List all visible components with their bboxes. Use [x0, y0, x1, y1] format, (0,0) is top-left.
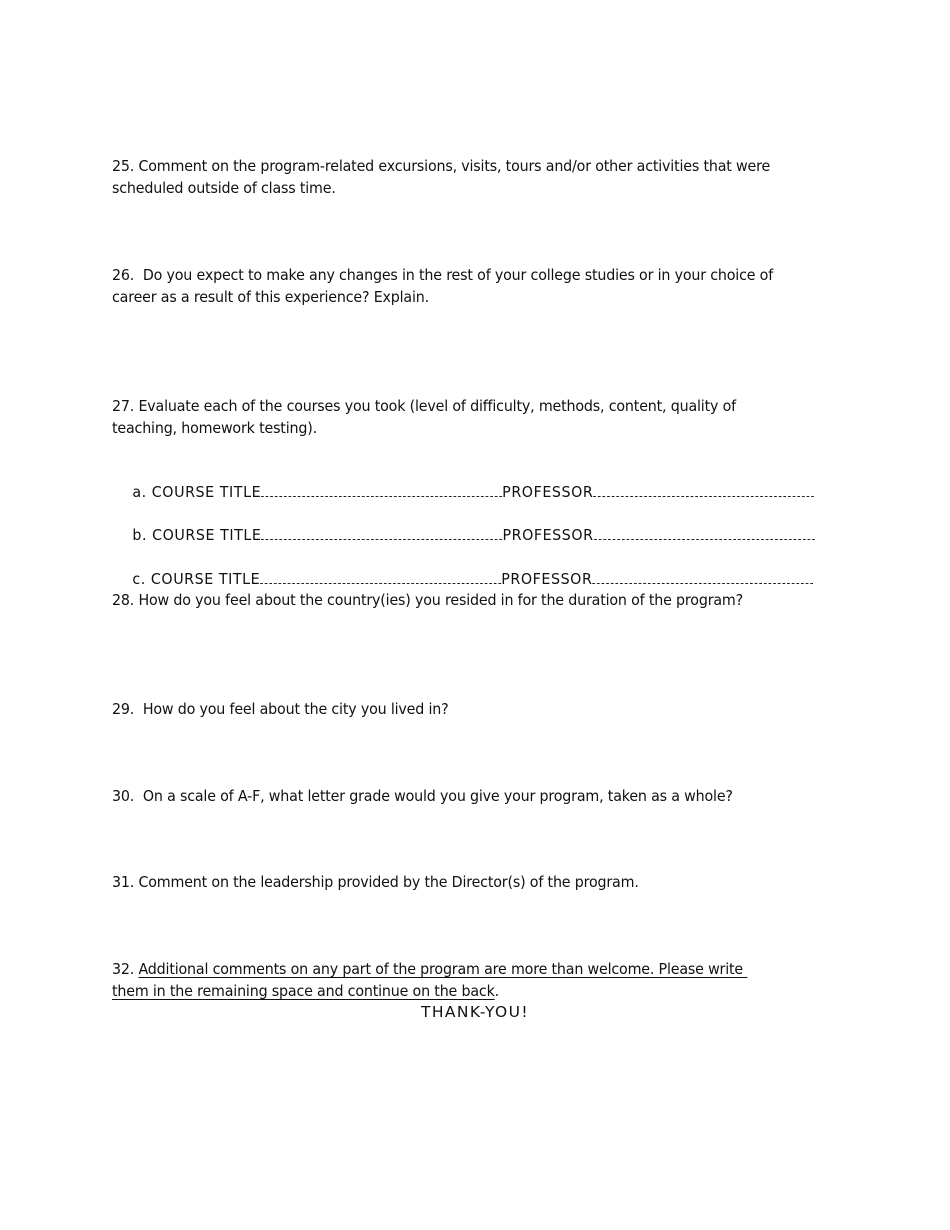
professor-field[interactable]	[592, 569, 813, 584]
course-title-label: b. COURSE TITLE	[132, 526, 262, 544]
question-32-end: .	[494, 982, 500, 1000]
question-29: 29. How do you feel about the city you lived in?	[112, 700, 449, 718]
question-32-number: 32.	[112, 960, 139, 978]
professor-label: PROFESSOR	[502, 526, 594, 544]
professor-label: PROFESSOR	[501, 570, 593, 588]
professor-field[interactable]	[593, 482, 814, 497]
question-25: 25. Comment on the program-related excursions, visits, tours and/or other activities that were scheduled outside of class time.	[112, 157, 775, 197]
course-title-label: a. COURSE TITLE	[132, 483, 262, 501]
question-32	[112, 958, 774, 1002]
question-26: 26. Do you expect to make any changes in the rest of your college studies or in your choice of career as a result of this experience? Explain.	[112, 266, 778, 306]
professor-field[interactable]	[594, 525, 815, 540]
course-title-field[interactable]	[261, 482, 502, 497]
question-31: 31. Comment on the leadership provided by the Director(s) of the program.	[112, 873, 639, 891]
question-28: 28. How do you feel about the country(ies) you resided in for the duration of the program?	[112, 591, 744, 609]
course-title-field[interactable]	[261, 525, 502, 540]
professor-label: PROFESSOR	[502, 483, 594, 501]
course-title-label: c. COURSE TITLE	[132, 570, 261, 588]
question-30: 30. On a scale of A-F, what letter grade would you give your program, taken as a whole?	[112, 787, 733, 805]
question-32-text: Additional comments on any part of the program are more than welcome. Please write them in the remaining space and continue on the back	[112, 960, 748, 1000]
closing-thank-you: THANK-YOU!	[421, 1003, 529, 1021]
course-title-field[interactable]	[260, 569, 501, 584]
question-27: 27. Evaluate each of the courses you took (level of difficulty, methods, content, quality of teaching, homework testing).	[112, 397, 741, 437]
